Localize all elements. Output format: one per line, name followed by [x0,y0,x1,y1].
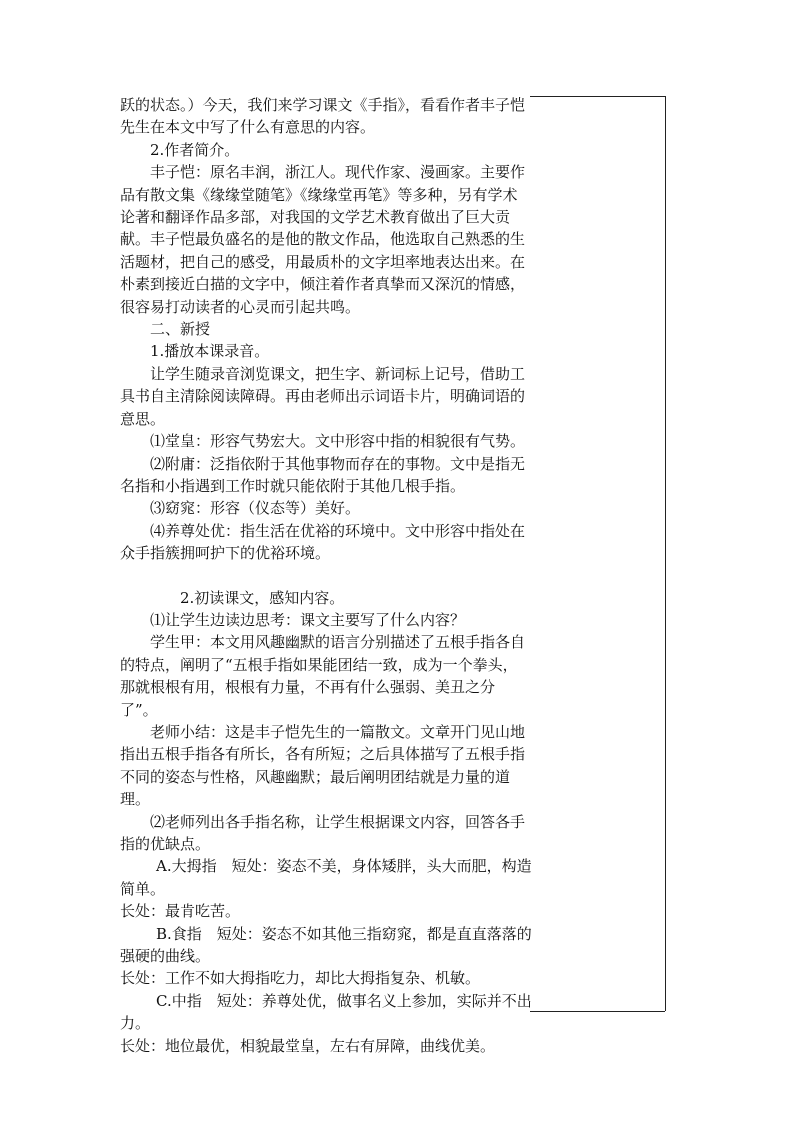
blank-line [120,565,532,587]
paragraph: 学生甲：本文用风趣幽默的语言分别描述了五根手指各自的特点，阐明了“五根手指如果能团结一致，成为一个拳头，那就根根有用，根根有力量，不再有什么强弱、美丑之分了”。 [120,633,526,719]
vocab-item: ⑷养尊处优：指生活在优裕的环境中。文中形容中指处在众手指簇拥呵护下的优裕环境。 [120,521,526,563]
paragraph: 让学生随录音浏览课文，把生字、新词标上记号，借助工具书自主清除阅读障碍。再由老师出示词语卡片，明确词语的意思。 [120,364,526,428]
vocab-item: ⑶窈窕：形容（仪态等）美好。 [150,499,361,518]
finger-item: C.中指 短处：养尊处优，做事名义上参加，实际并不出力。 [120,991,532,1033]
paragraph: 老师小结：这是丰子恺先生的一篇散文。文章开门见山地指出五根手指各有所长，各有所短；之后具体描写了五根手指不同的姿态与性格，风趣幽默；最后阐明团结就是力量的道理。 [120,722,526,809]
finger-item: 长处：地位最优，相貌最堂皇，左右有屏障，曲线优美。 [120,1036,496,1055]
finger-item: 长处：最肯吃苦。 [120,902,241,921]
paragraph: 丰子恺：原名丰润，浙江人。现代作家、漫画家。主要作品有散文集《缘缘堂随笔》《缘缘堂再笔》等多种，另有学术论著和翻译作品多部，对我国的文学艺术教育做出了巨大贡献。丰子恺最负盛名的是他的散文作品，他选取自己熟悉的生活题材，把自己的感受，用最质朴的文字坦率地表达出来。在朴素到接近白描的文字中，倾注着作者真挚而又深沉的情感，很容易打动读者的心灵而引起共鸣。 [120,163,526,316]
vocab-item: ⑴堂皇：形容气势宏大。文中形容中指的相貌很有气势。 [150,432,526,451]
paragraph: ⑵老师列出各手指名称，让学生根据课文内容，回答各手指的优缺点。 [120,812,526,853]
table-border-bottom [530,1011,665,1012]
finger-item: 长处：工作不如大拇指吃力，却比大拇指复杂、机敏。 [120,969,481,988]
paragraph: 跃的状态。）今天，我们来学习课文《手指》，看看作者丰子恺先生在本文中写了什么有意思的内容。 [120,96,526,137]
section-heading: 2.初读课文，感知内容。 [180,588,345,607]
lesson-text [120,94,532,1057]
table-border-top [530,96,665,97]
table-border-right [665,96,666,1011]
finger-item: B.食指 短处：姿态不如其他三指窈窕，都是直直落落的强硬的曲线。 [120,924,532,966]
vocab-item: ⑵附庸：泛指依附于其他事物而存在的事物。文中是指无名指和小指遇到工作时就只能依附于其他几根手指。 [120,454,526,495]
paragraph: ⑴让学生边读边思考：课文主要写了什么内容？ [150,610,466,629]
section-heading: 1.播放本课录音。 [150,342,270,361]
section-heading: 2.作者简介。 [150,140,240,159]
section-heading: 二、新授 [150,320,211,339]
finger-item: A.大拇指 短处：姿态不美，身体矮胖，头大而肥，构造简单。 [120,857,532,898]
